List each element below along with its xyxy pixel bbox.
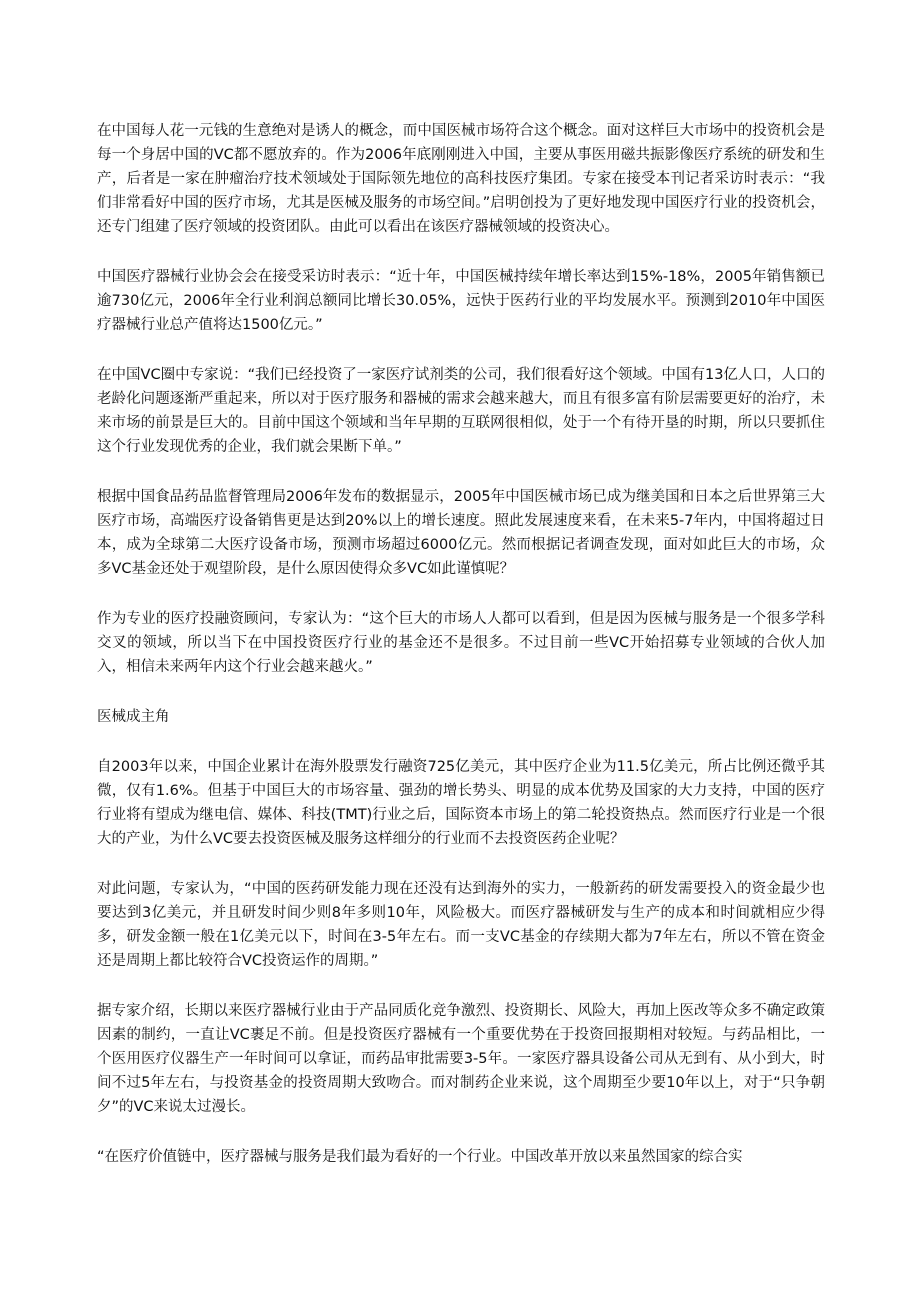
paragraph: 对此问题，专家认为，“中国的医药研发能力现在还没有达到海外的实力，一般新药的研发需要投入的资金最少也要达到3亿美元，并且研发时间少则8年多则10年，风险极大。而医疗器械研发与生产的成本和时间就相应少得多，研发金额一般在1亿美元以下，时间在3-5年左右。而一支VC基金的存续期大都为7年左右，所以不管在资金还是周期上都比较符合VC投资运作的周期。”: [97, 881, 825, 969]
paragraph: 在中国VC圈中专家说：“我们已经投资了一家医疗试剂类的公司，我们很看好这个领域。中国有13亿人口，人口的老龄化问题逐渐严重起来，所以对于医疗服务和器械的需求会越来越大，而且有很多富有阶层需要更好的治疗，未来市场的前景是巨大的。目前中国这个领域和当年早期的互联网很相似，处于一个有待开垦的时期，所以只要抓住这个行业发现优秀的企业，我们就会果断下单。”: [97, 367, 825, 455]
paragraph: 自2003年以来，中国企业累计在海外股票发行融资725亿美元，其中医疗企业为11.5亿美元，所占比例还微乎其微，仅有1.6%。但基于中国巨大的市场容量、强劲的增长势头、明显的成本优势及国家的大力支持，中国的医疗行业将有望成为继电信、媒体、科技(TMT)行业之后，国际资本市场上的第二轮投资热点。然而医疗行业是一个很大的产业，为什么VC要去投资医械及服务这样细分的行业而不去投资医药企业呢？: [97, 759, 825, 847]
paragraph: “在医疗价值链中，医疗器械与服务是我们最为看好的一个行业。中国改革开放以来虽然国家的综合实: [97, 1149, 743, 1165]
paragraph: 作为专业的医疗投融资顾问，专家认为：“这个巨大的市场人人都可以看到，但是因为医械与服务是一个很多学科交叉的领域，所以当下在中国投资医疗行业的基金还不是很多。不过目前一些VC开始招募专业领域的合伙人加入，相信未来两年内这个行业会越来越火。”: [97, 611, 825, 675]
paragraph: 在中国每人花一元钱的生意绝对是诱人的概念，而中国医械市场符合这个概念。面对这样巨大市场中的投资机会是每一个身居中国的VC都不愿放弃的。作为2006年底刚刚进入中国，主要从事医用磁共振影像医疗系统的研发和生产，后者是一家在肿瘤治疗技术领域处于国际领先地位的高科技医疗集团。专家在接受本刊记者采访时表示：“我们非常看好中国的医疗市场，尤其是医械及服务的市场空间。”启明创投为了更好地发现中国医疗行业的投资机会，还专门组建了医疗领域的投资团队。由此可以看出在该医疗器械领域的投资决心。: [97, 123, 825, 235]
paragraph: 根据中国食品药品监督管理局2006年发布的数据显示，2005年中国医械市场已成为继美国和日本之后世界第三大医疗市场，高端医疗设备销售更是达到20%以上的增长速度。照此发展速度来看，在未来5-7年内，中国将超过日本，成为全球第二大医疗设备市场，预测市场超过6000亿元。然而根据记者调查发现，面对如此巨大的市场，众多VC基金还处于观望阶段，是什么原因使得众多VC如此谨慎呢？: [97, 489, 825, 577]
paragraph: 中国医疗器械行业协会会在接受采访时表示：“近十年，中国医械持续年增长率达到15%-18%，2005年销售额已逾730亿元，2006年全行业利润总额同比增长30.05%，远快于医药行业的平均发展水平。预测到2010年中国医疗器械行业总产值将达1500亿元。”: [97, 269, 825, 333]
section-heading: 医械成主角: [97, 709, 170, 725]
paragraph: 据专家介绍，长期以来医疗器械行业由于产品同质化竞争激烈、投资期长、风险大，再加上医改等众多不确定政策因素的制约，一直让VC裹足不前。但是投资医疗器械有一个重要优势在于投资回报期相对较短。与药品相比，一个医用医疗仪器生产一年时间可以拿证，而药品审批需要3-5年。一家医疗器具设备公司从无到有、从小到大，时间不过5年左右，与投资基金的投资周期大致吻合。而对制药企业来说，这个周期至少要10年以上，对于“只争朝夕”的VC来说太过漫长。: [97, 1003, 825, 1115]
document-body: [97, 119, 825, 1195]
